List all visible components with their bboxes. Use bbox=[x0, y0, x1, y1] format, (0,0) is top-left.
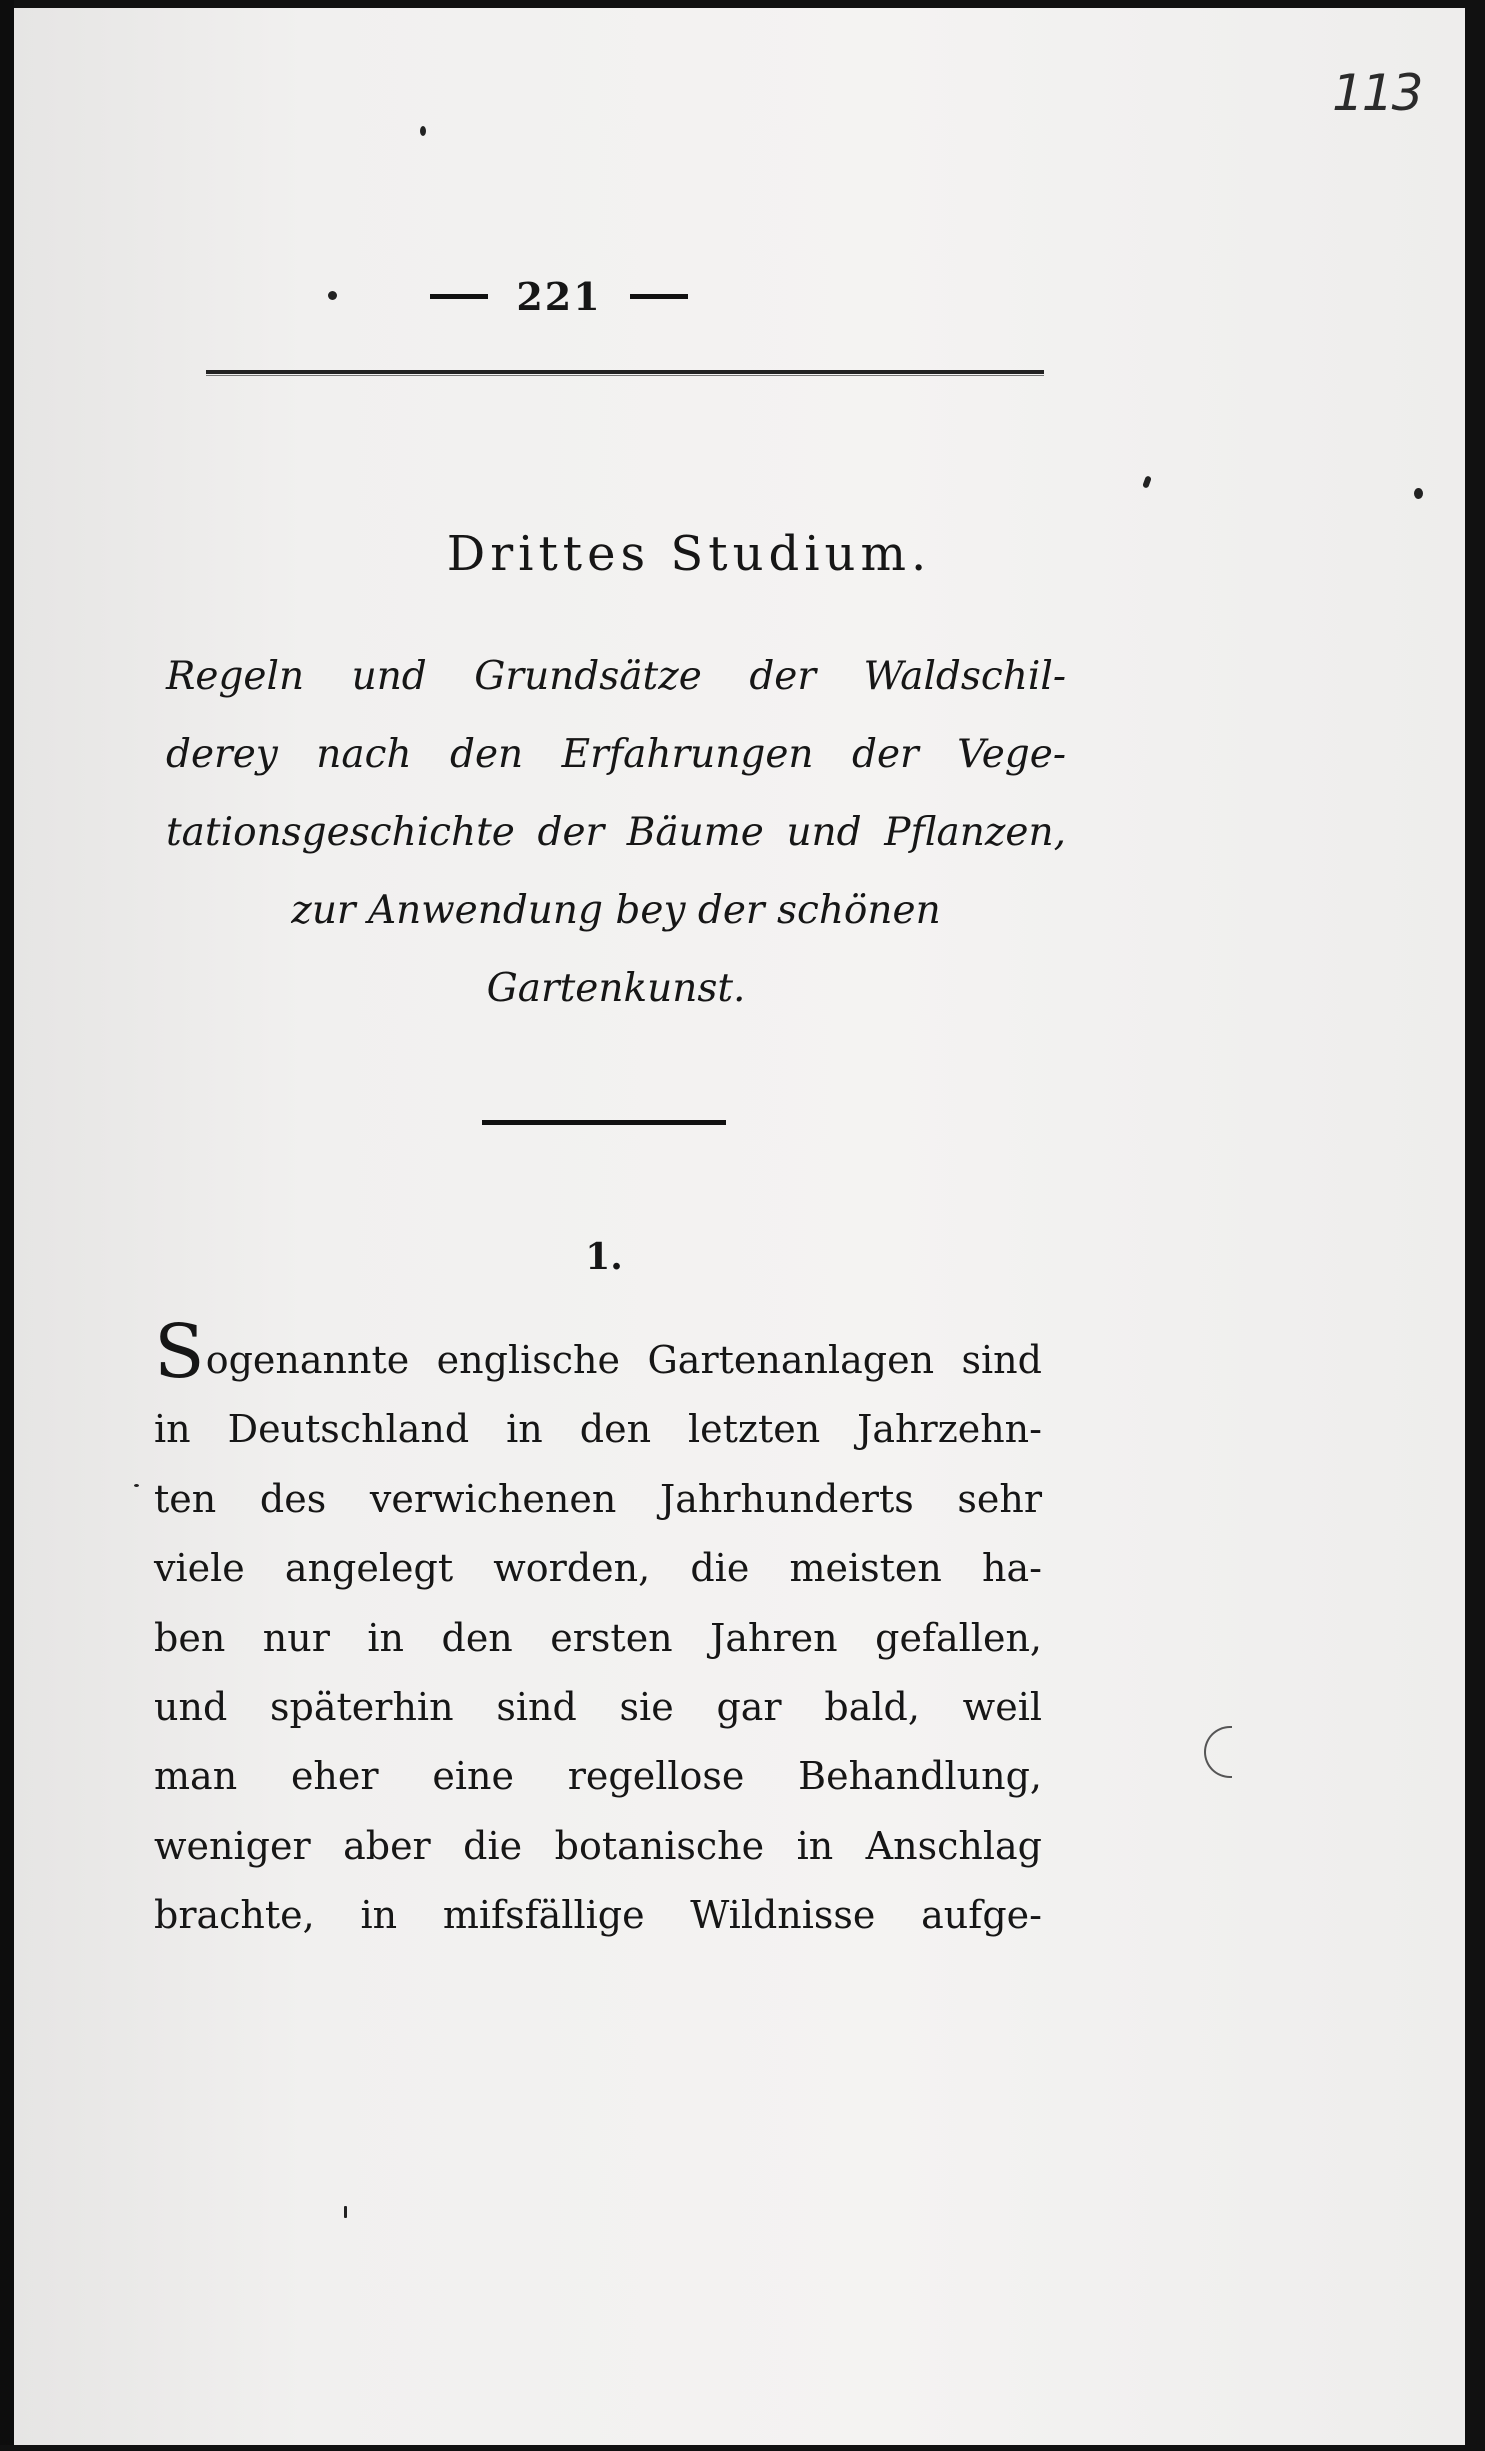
body-line: man eher eine regellose Behandlung, bbox=[154, 1754, 1042, 1799]
body-line: in Deutschland in den letzten Jahrzehn- bbox=[154, 1407, 1042, 1452]
section-body bbox=[154, 1309, 1042, 1951]
body-line: brachte, in mifsfällige Wildnisse aufge- bbox=[154, 1893, 1042, 1938]
subtitle-line: tationsgeschichte der Bäume und Pflanzen, bbox=[166, 810, 1066, 855]
subtitle-line: zur Anwendung bey der schönen bbox=[291, 888, 941, 933]
drop-cap: S bbox=[154, 1309, 205, 1395]
body-line: und späterhin sind sie gar bald, weil bbox=[154, 1685, 1042, 1730]
header-dash-left bbox=[430, 294, 488, 299]
ink-speck bbox=[134, 1484, 139, 1487]
header-rule-thin bbox=[206, 375, 1044, 376]
body-line-text: ogenannte englische Gartenanlagen sind bbox=[205, 1338, 1042, 1382]
scan-border-left bbox=[0, 0, 14, 2451]
header-dash-right bbox=[630, 294, 688, 299]
ink-speck bbox=[1142, 475, 1152, 488]
body-line: viele angelegt worden, die meisten ha- bbox=[154, 1546, 1042, 1591]
chapter-title: Drittes Studium. bbox=[446, 526, 932, 582]
section-number: 1. bbox=[585, 1236, 623, 1278]
page-number: 221 bbox=[516, 273, 602, 319]
body-line bbox=[154, 1309, 1042, 1395]
pencil-mark bbox=[1204, 1726, 1232, 1778]
header-rule bbox=[206, 370, 1044, 374]
scan-border-bottom bbox=[0, 2445, 1485, 2451]
section-divider bbox=[482, 1120, 726, 1125]
running-header bbox=[314, 273, 804, 319]
ink-speck bbox=[344, 2206, 347, 2218]
body-line: ten des verwichenen Jahrhunderts sehr bbox=[154, 1476, 1042, 1521]
book-page bbox=[14, 8, 1465, 2445]
subtitle-line: Gartenkunst. bbox=[486, 966, 746, 1011]
scan-border-top bbox=[0, 0, 1485, 8]
body-line: weniger aber die botanische in Anschlag bbox=[154, 1823, 1042, 1868]
subtitle-line: Regeln und Grundsätze der Waldschil- bbox=[166, 654, 1066, 699]
chapter-subtitle bbox=[166, 638, 1066, 1028]
body-line: ben nur in den ersten Jahren gefallen, bbox=[154, 1615, 1042, 1660]
handwritten-folio-number: 113 bbox=[1332, 64, 1422, 122]
scan-border-right bbox=[1465, 0, 1485, 2451]
subtitle-line: derey nach den Erfahrungen der Vege- bbox=[166, 732, 1066, 777]
ink-speck bbox=[420, 126, 426, 136]
ink-speck bbox=[1414, 488, 1423, 499]
